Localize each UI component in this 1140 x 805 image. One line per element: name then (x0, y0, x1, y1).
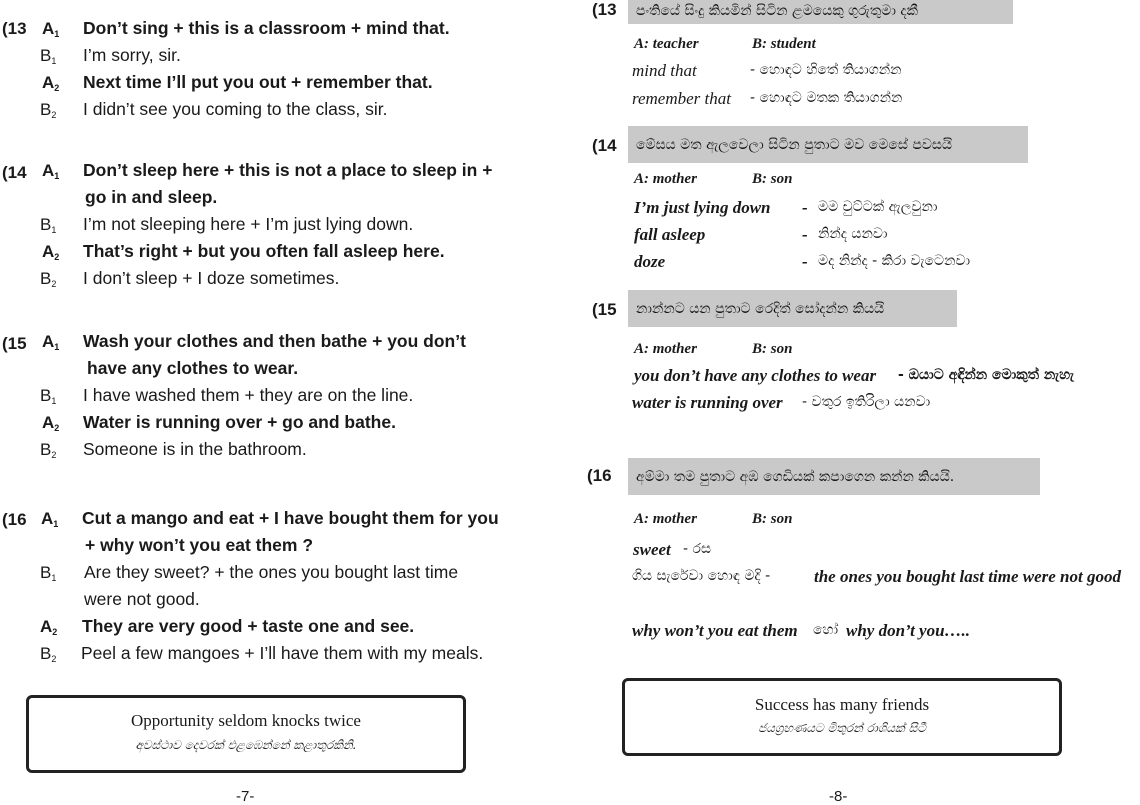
term-sinhala: - රස (683, 541, 712, 557)
dialogue-number-14: (14 (2, 163, 27, 182)
speaker-b2: $B_2$ (40, 644, 57, 664)
proverb-sinhala: අවස්ථාව දෙවරක් එළඹෙන්නේ කළාතුරකිනි. (135, 738, 357, 752)
context-bar: පංතියේ සිංදු කියමින් සිටින ළමයෙකු ගුරුතුමා දකී (628, 0, 1013, 24)
term-english: I’m just lying down (634, 198, 771, 217)
speaker-b1: $B_1$ (40, 386, 57, 406)
dialogue-line: I didn’t see you coming to the class, sir. (83, 99, 388, 119)
term-sinhala: - ඔයාට අඳින්න මොකුත් නැහැ (898, 367, 1075, 383)
term-english: sweet (633, 540, 671, 559)
term-english: why won’t you eat them (632, 621, 798, 640)
dialogue-line: I don’t sleep + I doze sometimes. (83, 268, 340, 288)
proverb-box (622, 678, 1062, 756)
term-english: water is running over (632, 393, 783, 412)
speaker-a1: $A_1$ (42, 332, 60, 352)
speaker-a2: $A_2$ (42, 413, 60, 433)
role-a: A: mother (634, 171, 697, 187)
role-a: A: mother (634, 341, 697, 357)
term-english: remember that (632, 89, 731, 108)
note-number-16: (16 (587, 466, 612, 485)
dialogue-line: Peel a few mangoes + I’ll have them with my meals. (81, 643, 484, 663)
term-dash: - (802, 225, 808, 244)
context-bar: නාන්නට යන පුතාට රෙදිත් සෝදන්න කියයි (628, 290, 957, 327)
term-sinhala: ගිය සැරේවා හොඳ මදි - (632, 568, 771, 584)
term-english: why don’t you….. (846, 621, 971, 640)
role-b: B: son (752, 171, 793, 187)
role-a: A: teacher (634, 36, 699, 52)
speaker-b2: $B_2$ (40, 440, 57, 460)
dialogue-number-16: (16 (2, 510, 27, 529)
term-english: the ones you bought last time were not good (814, 567, 1121, 586)
speaker-b2: $B_2$ (40, 100, 57, 120)
speaker-a1: $A_1$ (41, 509, 59, 529)
note-number-13: (13 (592, 0, 617, 19)
dialogue-line: Are they sweet? + the ones you bought last time (84, 562, 459, 582)
dialogue-line: I’m sorry, sir. (83, 45, 181, 65)
dialogue-line-continued: were not good. (84, 589, 200, 609)
term-english: mind that (632, 61, 697, 80)
term-sinhala: මද නින්ද - කිරා වැටෙනවා (818, 253, 971, 269)
speaker-b1: $B_1$ (40, 46, 57, 66)
speaker-a1: $A_1$ (42, 161, 60, 181)
term-sinhala: - හොඳට මතක තියාගන්න (750, 90, 903, 106)
term-english: doze (634, 252, 666, 271)
role-a: A: mother (634, 511, 697, 527)
page-number: -8- (829, 788, 848, 805)
term-sinhala: - වතුර ඉතිරිලා යනවා (802, 394, 931, 410)
term-sinhala: මම චුට්ටක් ඇලවුනා (818, 199, 938, 215)
speaker-a1: $A_1$ (42, 19, 60, 39)
proverb-sinhala: ජයග්‍රහණයට මිතුරන් රාශියක් සිටී (758, 721, 926, 735)
context-bar: අම්මා තම පුතාට අඹ ගෙඩියක් කපාගෙන කන්න කියයි. (628, 458, 1040, 495)
term-sinhala: නින්ද යනවා (818, 226, 888, 242)
dialogue-line: They are very good + taste one and see. (82, 616, 415, 636)
role-b: B: student (752, 36, 816, 52)
note-number-14: (14 (592, 136, 617, 155)
dialogue-line: Cut a mango and eat + I have bought them for you (82, 508, 499, 528)
term-dash: - (802, 198, 808, 217)
dialogue-number-15: (15 (2, 334, 27, 353)
dialogue-line: Wash your clothes and then bathe + you don’t (83, 331, 466, 351)
dialogue-line-continued: go in and sleep. (85, 187, 218, 207)
dialogue-line: Water is running over + go and bathe. (83, 412, 396, 432)
role-b: B: son (752, 341, 793, 357)
term-english: fall asleep (634, 225, 706, 244)
dialogue-line: That’s right + but you often fall asleep here. (83, 241, 445, 261)
speaker-b2: $B_2$ (40, 269, 57, 289)
speaker-a2: $A_2$ (42, 242, 60, 262)
speaker-a2: $A_2$ (40, 617, 58, 637)
term-sinhala: හෝ (813, 622, 839, 638)
note-number-15: (15 (592, 300, 617, 319)
proverb-english: Opportunity seldom knocks twice (131, 711, 361, 730)
term-english: you don’t have any clothes to wear (634, 366, 877, 385)
dialogue-line: Someone is in the bathroom. (83, 439, 307, 459)
dialogue-number-13: (13 (2, 19, 27, 38)
speaker-a2: $A_2$ (42, 73, 60, 93)
speaker-b1: $B_1$ (40, 215, 57, 235)
term-dash: - (802, 252, 808, 271)
dialogue-line: I have washed them + they are on the line. (83, 385, 414, 405)
speaker-b1: $B_1$ (40, 563, 57, 583)
term-sinhala: - හොඳට හිතේ තියාගන්න (750, 62, 902, 78)
context-bar: මේසය මත ඇලවෙලා සිටින පුතාට මව මෙසේ පවසයි (628, 126, 1028, 163)
proverb-box (26, 695, 466, 773)
dialogue-line: Don’t sleep here + this is not a place to sleep in + (83, 160, 493, 180)
dialogue-line-continued: have any clothes to wear. (87, 358, 299, 378)
dialogue-line-continued: + why won’t you eat them ? (85, 535, 314, 555)
dialogue-line: Don’t sing + this is a classroom + mind that. (83, 18, 450, 38)
dialogue-line: I’m not sleeping here + I’m just lying down. (83, 214, 414, 234)
role-b: B: son (752, 511, 793, 527)
proverb-english: Success has many friends (754, 695, 930, 714)
dialogue-line: Next time I’ll put you out + remember that. (83, 72, 433, 92)
page-number: -7- (236, 788, 255, 805)
